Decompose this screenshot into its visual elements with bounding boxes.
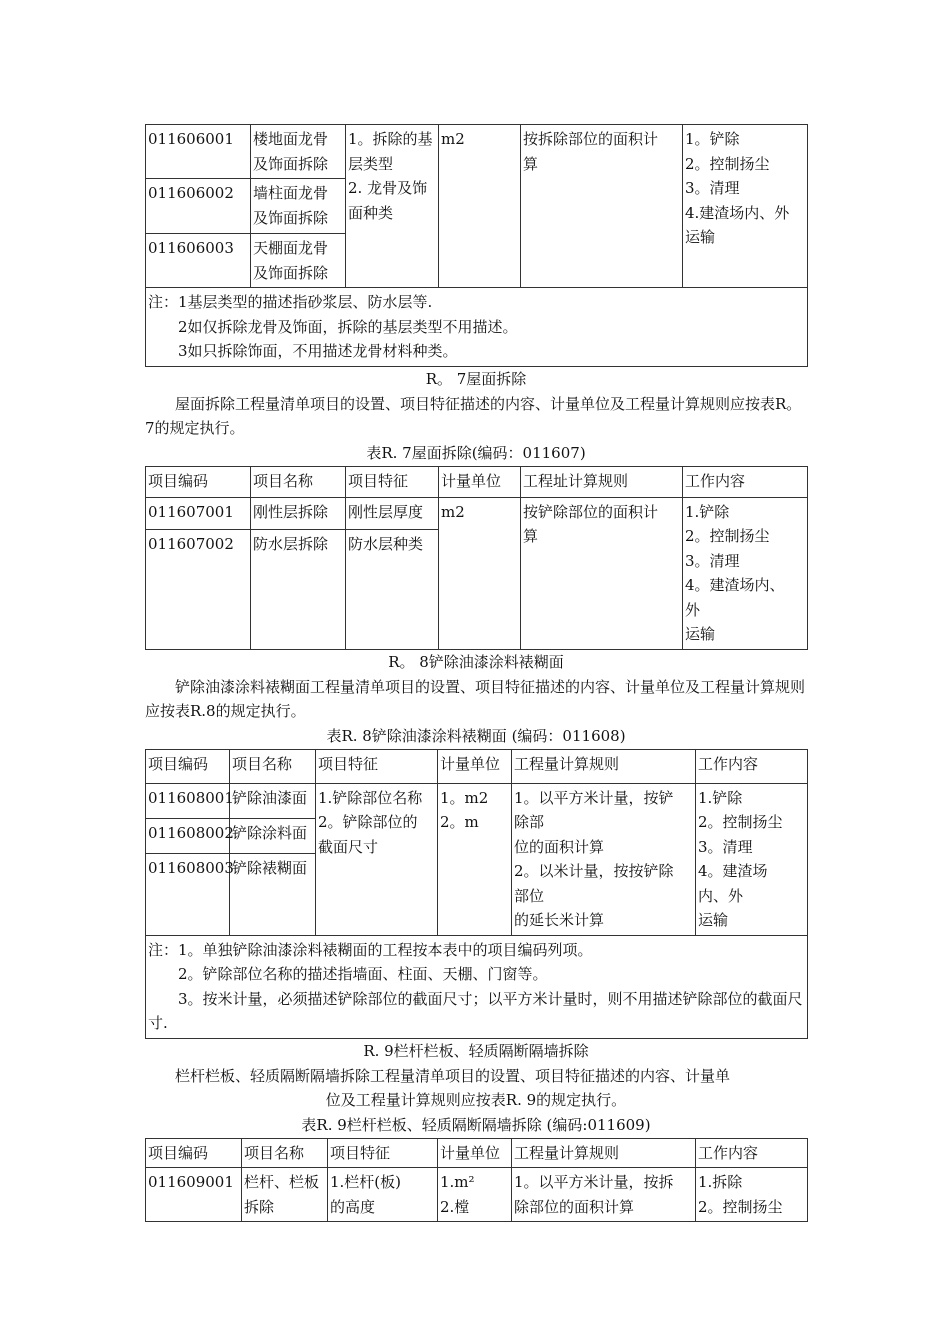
- column-header: 工程量计算规则: [512, 1138, 696, 1168]
- column-header: 计量单位: [438, 1138, 512, 1168]
- table-row: [146, 783, 808, 819]
- item-unit: 1。m2 2。m: [438, 783, 512, 935]
- column-header: 计量单位: [439, 466, 521, 497]
- item-unit: 1.m² 2.樘: [438, 1168, 512, 1222]
- table-r7: [145, 466, 808, 650]
- note-line: 3如只拆除饰面，不用描述龙骨材料种类。: [178, 342, 458, 360]
- section-intro-line: 位及工程量计算规则应按表R. 9的规定执行。: [325, 1091, 627, 1109]
- table-caption: 表R. 9栏杆栏板、轻质隔断隔墙拆除 (编码:011609): [301, 1115, 651, 1134]
- section-title: R。 8铲除油漆涂料裱糊面: [388, 652, 564, 671]
- item-feature: 1.栏杆(板) 的高度: [328, 1168, 438, 1222]
- item-feature: 防水层种类: [346, 529, 439, 649]
- item-code: 011608003: [146, 854, 230, 935]
- column-header: 工程址计算规则: [521, 466, 683, 497]
- note-line: 3。按米计量，必须描述铲除部位的截面尺寸；以平方米计量时，则不用描述铲除部位的截面尺寸.: [148, 989, 803, 1032]
- item-work: 1。铲除 2。控制扬尘 3。清理 4.建渣场内、外 运输: [683, 125, 808, 288]
- item-work: 1.铲除 2。控制扬尘 3。清理 4。建渣场内、 外 运输: [683, 497, 808, 649]
- item-code: 011606002: [146, 179, 251, 234]
- section-title: R。 7屋面拆除: [425, 369, 527, 388]
- column-header: 项目编码: [146, 466, 251, 497]
- note-line: 2。铲除部位名称的描述指墙面、柱面、天棚、门窗等。: [178, 965, 548, 983]
- section-intro: 铲除油漆涂料裱糊面工程量清单项目的设置、项目特征描述的内容、计量单位及工程量计算规则应按表R.8的规定执行。: [145, 677, 806, 720]
- column-header: 计量单位: [438, 749, 512, 783]
- item-work: 1.铲除 2。控制扬尘 3。清理 4。建渣场 内、外 运输: [696, 783, 808, 935]
- item-code: 011608002: [146, 819, 230, 854]
- item-name: 铲除油漆面: [230, 783, 316, 819]
- column-header: 项目编码: [146, 1138, 242, 1168]
- section-title: R. 9栏杆栏板、轻质隔断隔墙拆除: [363, 1041, 589, 1060]
- item-feature: 1。拆除的基 层类型 2. 龙骨及饰 面种类: [346, 125, 439, 288]
- column-header: 项目特征: [346, 466, 439, 497]
- item-code: 011607001: [146, 497, 251, 529]
- item-unit: m2: [439, 125, 521, 288]
- item-rule: 按拆除部位的面积计 算: [521, 125, 683, 288]
- note-line: 2如仅拆除龙骨及饰面，拆除的基层类型不用描述。: [178, 317, 518, 336]
- item-rule: 按铲除部位的面积计 算: [521, 497, 683, 649]
- table-caption: 表R. 7屋面拆除(编码：011607): [366, 443, 586, 462]
- item-feature: 1.铲除部位名称 2。铲除部位的 截面尺寸: [316, 783, 438, 935]
- note-line: 注：1基层类型的描述指砂浆层、防水层等.: [148, 293, 433, 311]
- section-intro: 屋面拆除工程量清单项目的设置、项目特征描述的内容、计量单位及工程量计算规则应按表R。 7的规定执行。: [145, 394, 802, 437]
- section-intro-line: 栏杆栏板、轻质隔断隔墙拆除工程量清单项目的设置、项目特征描述的内容、计量单: [175, 1066, 731, 1085]
- column-header: 项目编码: [146, 749, 230, 783]
- document-page: [145, 124, 807, 1222]
- column-header: 项目名称: [242, 1138, 328, 1168]
- item-code: 011608001: [146, 783, 230, 819]
- table-note-row: [146, 935, 808, 1038]
- item-name: 楼地面龙骨 及饰面拆除: [251, 125, 346, 179]
- item-name: 栏杆、栏板 拆除: [242, 1168, 328, 1222]
- item-code: 011609001: [146, 1168, 242, 1222]
- table-row: [146, 497, 808, 529]
- column-header: 工作内容: [683, 466, 808, 497]
- item-name: 墙柱面龙骨 及饰面拆除: [251, 179, 346, 234]
- column-header: 工作内容: [696, 1138, 808, 1168]
- item-feature: 刚性层厚度: [346, 497, 439, 529]
- table-note-row: [146, 288, 808, 367]
- table-header-row: [146, 466, 808, 497]
- column-header: 工程量计算规则: [512, 749, 696, 783]
- item-name: 天棚面龙骨 及饰面拆除: [251, 234, 346, 288]
- column-header: 工作内容: [696, 749, 808, 783]
- column-header: 项目特征: [328, 1138, 438, 1168]
- table-header-row: [146, 1138, 808, 1168]
- item-name: 防水层拆除: [251, 529, 346, 649]
- item-unit: m2: [439, 497, 521, 649]
- table-r6: [145, 124, 808, 367]
- item-name: 铲除裱糊面: [230, 854, 316, 935]
- column-header: 项目名称: [251, 466, 346, 497]
- table-row: [146, 1168, 808, 1222]
- table-header-row: [146, 749, 808, 783]
- note-line: 注：1。单独铲除油漆涂料裱糊面的工程按本表中的项目编码列项。: [148, 940, 593, 959]
- item-code: 011606001: [146, 125, 251, 179]
- item-name: 刚性层拆除: [251, 497, 346, 529]
- column-header: 项目名称: [230, 749, 316, 783]
- table-note: [146, 288, 808, 367]
- item-code: 011606003: [146, 234, 251, 288]
- item-rule: 1。以平方米计量，按铲 除部 位的面积计算 2。以米计量，按按铲除 部位 的延长米计算: [512, 783, 696, 935]
- item-rule: 1。以平方米计量，按拆 除部位的面积计算: [512, 1168, 696, 1222]
- table-r8: [145, 749, 808, 1039]
- table-note: [146, 935, 808, 1038]
- item-name: 铲除涂料面: [230, 819, 316, 854]
- column-header: 项目特征: [316, 749, 438, 783]
- item-code: 011607002: [146, 529, 251, 649]
- table-caption: 表R. 8铲除油漆涂料裱糊面 (编码：011608): [326, 726, 626, 745]
- item-work: 1.拆除 2。控制扬尘: [696, 1168, 808, 1222]
- table-r9: [145, 1138, 808, 1223]
- table-row: [146, 125, 808, 179]
